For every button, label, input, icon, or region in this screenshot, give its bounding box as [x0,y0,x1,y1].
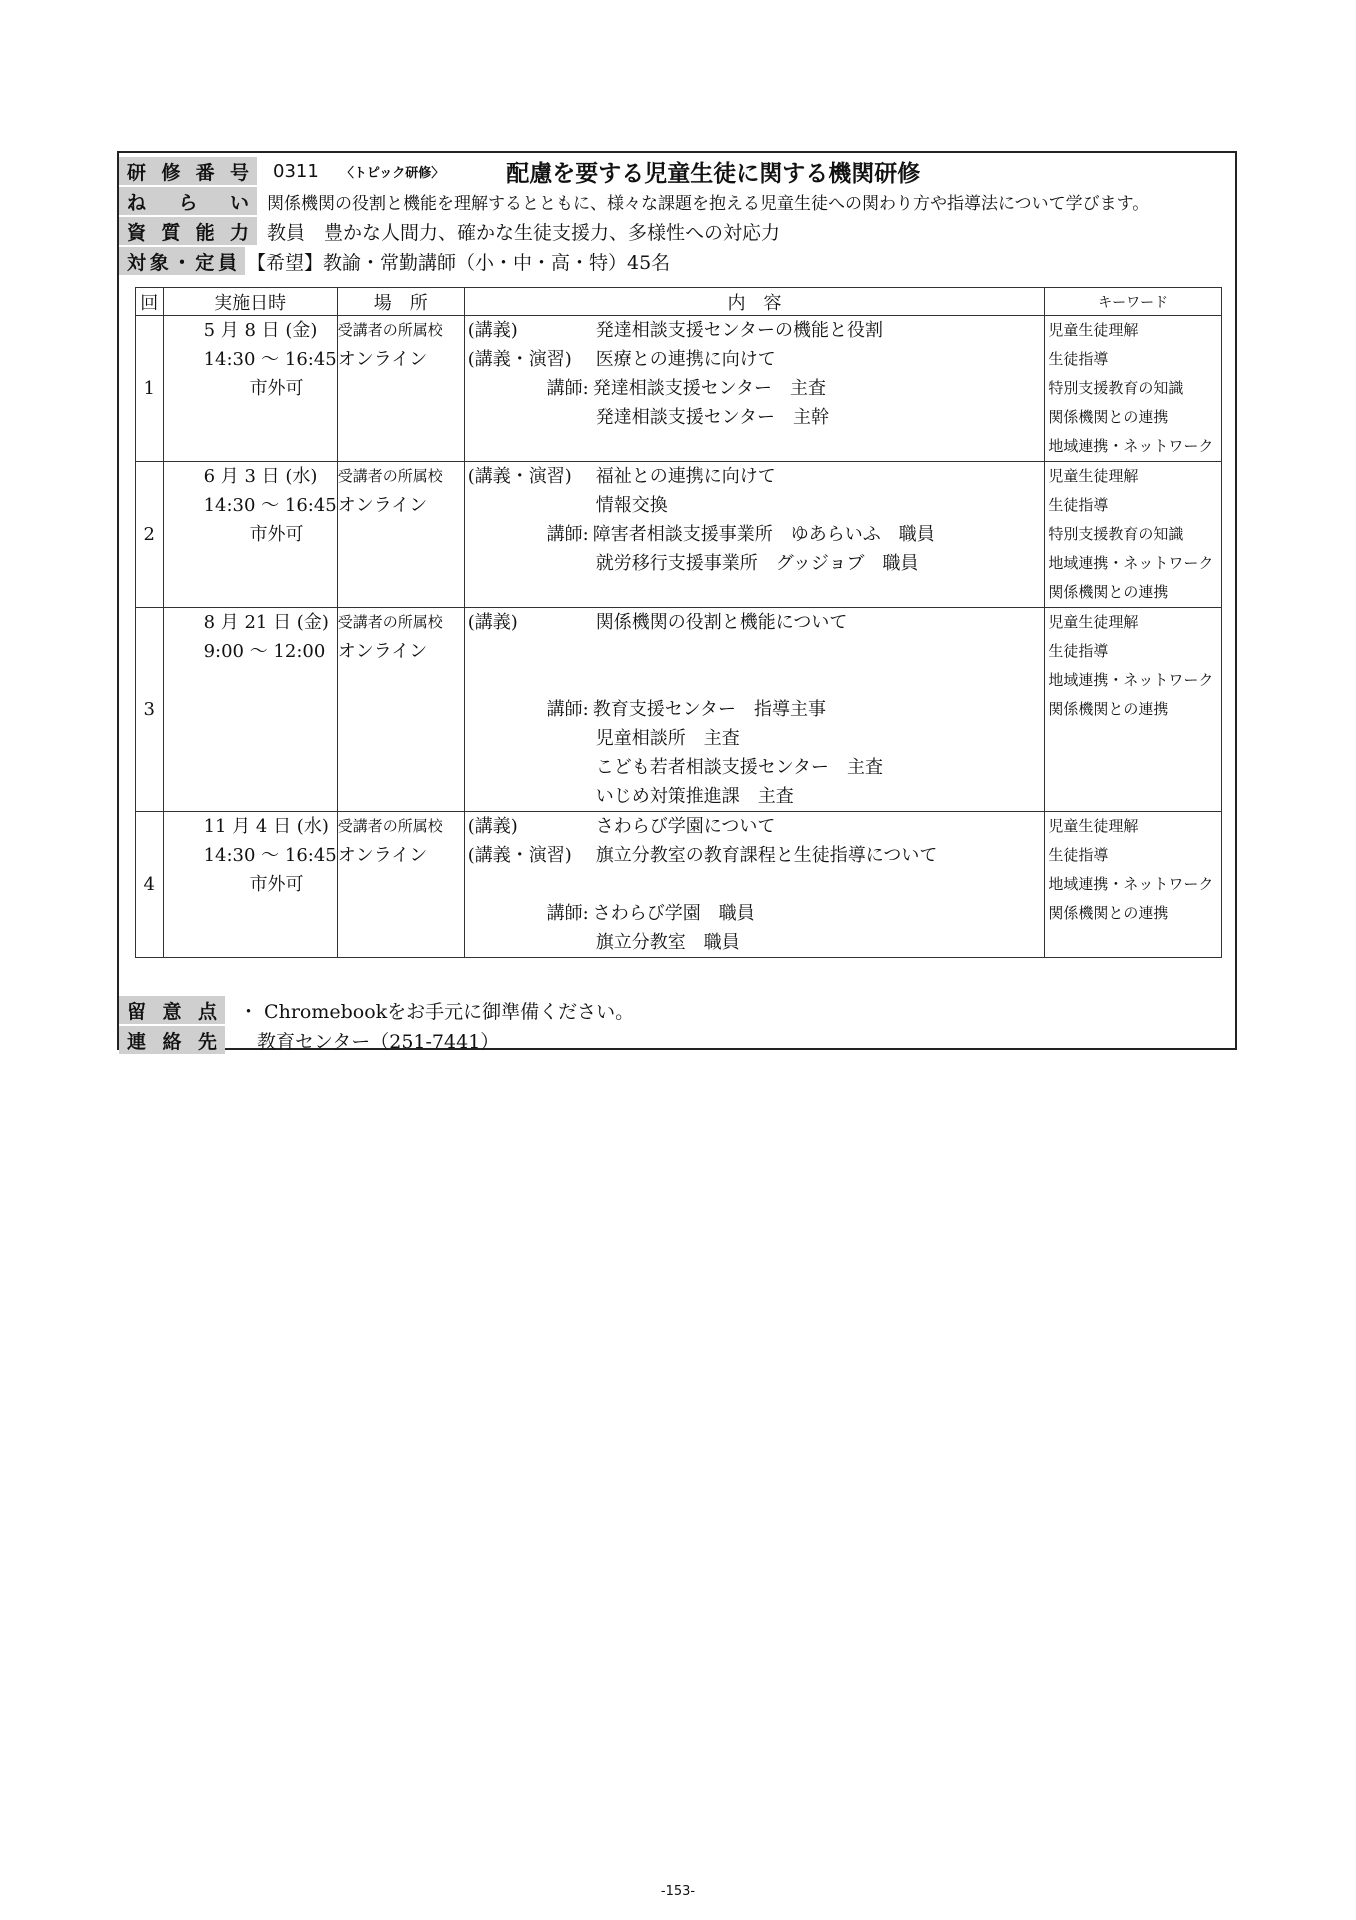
keyword: 関係機関との連携 [1048,904,1169,922]
keyword: 生徒指導 [1048,642,1109,660]
content-type [465,549,596,578]
content-line [465,782,1045,811]
content-line [465,491,1045,520]
session-row [136,462,1222,608]
session-content [464,812,1045,958]
content-line [465,724,1045,753]
content-type [465,753,596,782]
target-row [119,247,670,275]
keyword: 児童生徒理解 [1048,467,1139,485]
session-number: 4 [136,812,164,958]
content-line [465,608,1045,637]
keyword: 関係機関との連携 [1048,408,1169,426]
course-title: 配慮を要する児童生徒に関する機関研修 [506,160,921,187]
keyword: 地域連携・ネットワーク [1048,554,1214,572]
course-sheet [117,151,1237,1053]
content-text: 福祉との連携に向けて [595,466,776,487]
content-line [465,345,1045,374]
session-row [136,608,1222,812]
keyword: 地域連携・ネットワーク [1048,671,1214,689]
session-time: 14:30 〜 16:45 [203,495,337,516]
session-keywords [1045,462,1222,608]
content-text: 就労移行支援事業所 グッジョブ 職員 [595,553,919,574]
content-line [465,549,1045,578]
keyword: 特別支援教育の知識 [1048,379,1184,397]
content-line [465,753,1045,782]
ability-label: 資 質 能 力 [119,217,257,245]
schedule-header-row [136,288,1222,316]
content-text: 旗立分教室 職員 [595,932,740,953]
target-text: 【希望】教諭・常勤講師（小・中・高・特）45名 [247,251,671,274]
content-line [465,520,1045,549]
note-text: ・ Chromebookをお手元に御準備ください。 [239,1000,635,1023]
session-note: 市外可 [249,378,304,399]
keyword: 地域連携・ネットワーク [1048,875,1214,893]
content-text: 医療との連携に向けて [595,349,776,370]
aim-label: ね ら い [119,187,257,215]
keyword: 児童生徒理解 [1048,817,1139,835]
keyword: 生徒指導 [1048,846,1109,864]
content-line [465,403,1045,432]
course-category: 〈トピック研修〉 [340,165,445,181]
lecturer-label: 講師: [546,699,589,720]
content-text: 発達相談支援センターの機能と役割 [595,320,883,341]
content-type [465,403,596,432]
session-place1: 受講者の所属校 [337,467,443,485]
session-note: 市外可 [249,524,304,545]
note-row [119,996,634,1024]
ability-row [119,217,780,245]
keyword: 生徒指導 [1048,496,1109,514]
session-place [337,608,464,812]
session-time: 9:00 〜 12:00 [203,641,326,662]
content-text: 児童相談所 主査 [595,728,740,749]
col-header-no: 回 [136,288,164,316]
session-place [337,462,464,608]
session-note [164,666,337,695]
lecturer-label: 講師: [546,903,589,924]
session-date: 6 月 3 日 (水) [203,466,318,487]
content-type: (講義・演習) [467,466,572,487]
col-header-keyword: キーワード [1045,288,1222,316]
content-type [465,928,596,957]
keyword: 特別支援教育の知識 [1048,525,1184,543]
session-place1: 受講者の所属校 [337,321,443,339]
session-number: 2 [136,462,164,608]
contact-row [119,1026,499,1054]
col-header-date: 実施日時 [163,288,337,316]
content-type [465,782,596,811]
schedule-table [135,287,1222,958]
session-content [464,316,1045,462]
session-place2: オンライン [337,641,428,662]
session-row [136,316,1222,462]
session-note: 市外可 [249,874,304,895]
lecturer-label: 講師: [546,378,589,399]
contact-label: 連 絡 先 [119,1026,225,1054]
content-type [465,637,596,666]
content-line [465,316,1045,345]
content-text: こども若者相談支援センター 主査 [595,757,883,778]
session-place [337,812,464,958]
content-line [465,841,1045,870]
session-keywords [1045,812,1222,958]
session-date [163,812,337,958]
content-type [465,491,596,520]
session-time: 14:30 〜 16:45 [203,845,337,866]
content-text: 発達相談支援センター 主幹 [595,407,829,428]
keyword: 児童生徒理解 [1048,321,1139,339]
lecturer-label: 講師: [546,524,589,545]
note-label: 留 意 点 [119,996,225,1024]
keyword: 生徒指導 [1048,350,1109,368]
content-text: 障害者相談支援事業所 ゆあらいふ 職員 [592,524,935,545]
keyword: 児童生徒理解 [1048,613,1139,631]
content-text: 旗立分教室の教育課程と生徒指導について [595,845,938,866]
session-number: 3 [136,608,164,812]
session-date: 11 月 4 日 (水) [203,816,329,837]
content-type: (講義・演習) [467,845,572,866]
course-code-label: 研 修 番 号 [119,157,257,185]
content-type: (講義) [467,320,518,341]
col-header-content: 内 容 [464,288,1045,316]
session-place2: オンライン [337,495,428,516]
content-type [465,724,596,753]
session-time: 14:30 〜 16:45 [203,349,337,370]
session-content [464,462,1045,608]
session-row [136,812,1222,958]
content-line [465,666,1045,695]
content-text: 教育支援センター 指導主事 [592,699,826,720]
session-place2: オンライン [337,349,428,370]
content-line [465,870,1045,899]
content-type: (講義・演習) [467,349,572,370]
session-place [337,316,464,462]
aim-row [119,187,1149,215]
keyword: 関係機関との連携 [1048,583,1169,601]
session-content [464,608,1045,812]
session-place1: 受講者の所属校 [337,613,443,631]
content-line [465,899,1045,928]
ability-text: 教員 豊かな人間力、確かな生徒支援力、多様性への対応力 [267,221,781,244]
content-type [465,666,596,695]
session-date: 8 月 21 日 (金) [203,612,329,633]
contact-text: 教育センター（251-7441） [257,1030,500,1053]
target-label: 対 象 ・ 定 員 [119,247,245,275]
session-keywords [1045,316,1222,462]
session-place1: 受講者の所属校 [337,817,443,835]
session-number: 1 [136,316,164,462]
content-text: 情報交換 [595,495,668,516]
content-type [465,870,596,899]
session-place2: オンライン [337,845,428,866]
content-line [465,637,1045,666]
session-date: 5 月 8 日 (金) [203,320,318,341]
content-line [465,695,1045,724]
content-line [465,462,1045,491]
keyword: 地域連携・ネットワーク [1048,437,1214,455]
content-type: (講義) [467,816,518,837]
page-number: -153- [660,1884,696,1899]
aim-text: 関係機関の役割と機能を理解するとともに、様々な課題を抱える児童生徒への関わり方や指導法について学びます。 [267,193,1150,214]
content-text: さわらび学園 職員 [592,903,755,924]
content-line [465,374,1045,403]
session-keywords [1045,608,1222,812]
content-line [465,812,1045,841]
course-code: 0311 [273,160,319,182]
col-header-place: 場 所 [337,288,464,316]
session-date [163,316,337,462]
content-type: (講義) [467,612,518,633]
content-line [465,928,1045,957]
content-text: 発達相談支援センター 主査 [592,378,826,399]
content-text: いじめ対策推進課 主査 [595,786,794,807]
course-code-row [119,157,920,185]
content-text: さわらび学園について [595,816,776,837]
content-text: 関係機関の役割と機能について [595,612,848,633]
keyword: 関係機関との連携 [1048,700,1169,718]
session-date [163,462,337,608]
session-date [163,608,337,812]
